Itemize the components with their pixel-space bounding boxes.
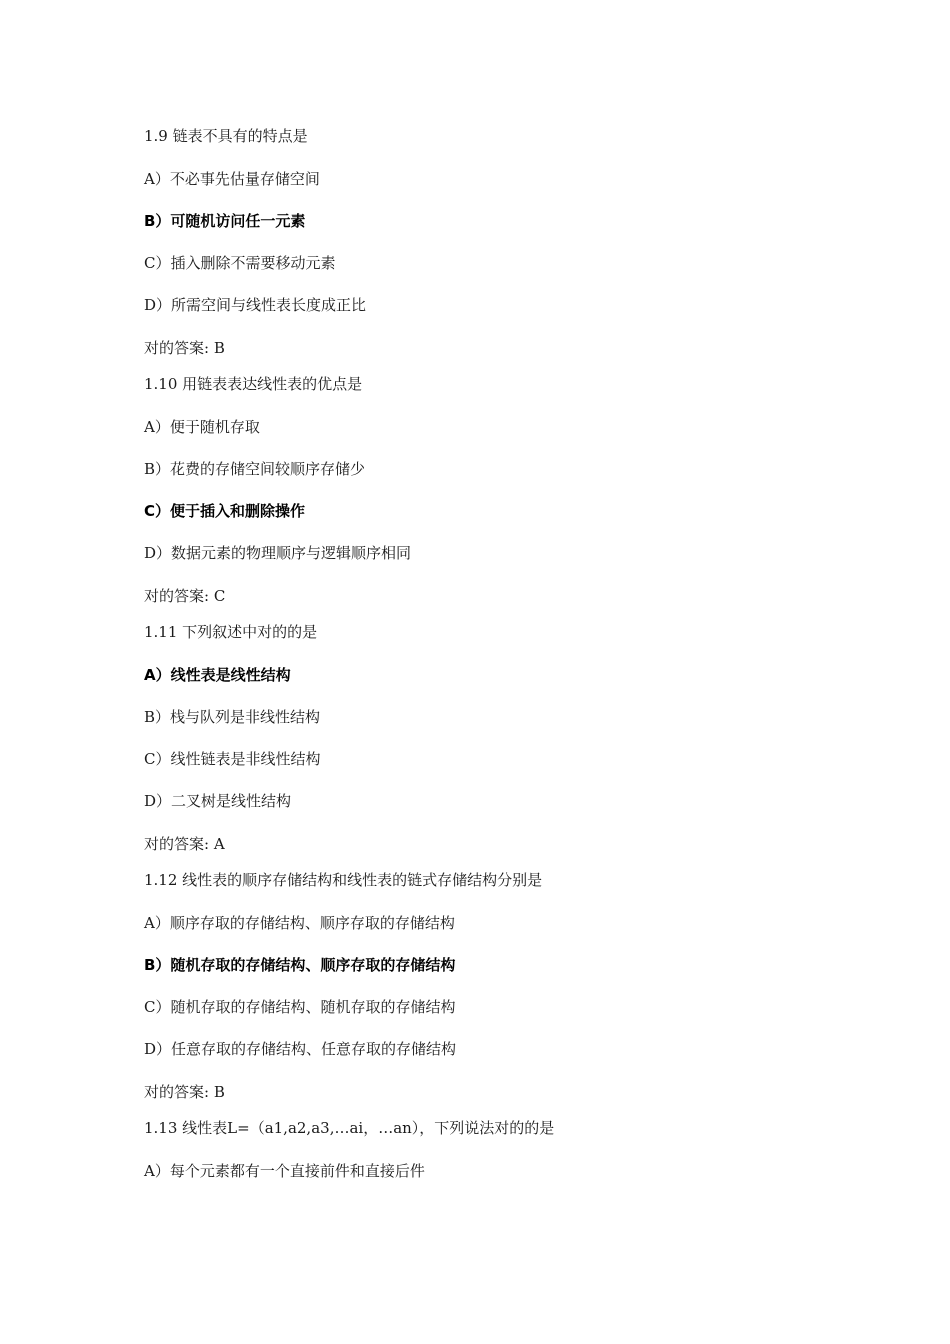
option-b: B）栈与队列是非线性结构 [144,708,321,726]
option-a: A）便于随机存取 [144,418,260,436]
option-a: A）每个元素都有一个直接前件和直接后件 [144,1162,425,1180]
question-title: 1.10 用链表表达线性表的优点是 [144,375,363,393]
answer-line: 对的答案: C [144,587,226,605]
question-title: 1.9 链表不具有的特点是 [144,127,308,145]
option-c: C）插入删除不需要移动元素 [144,254,336,272]
question-title: 1.12 线性表的顺序存储结构和线性表的链式存储结构分别是 [144,871,543,889]
option-b: B）花费的存储空间较顺序存储少 [144,460,366,478]
option-d: D）所需空间与线性表长度成正比 [144,296,367,314]
option-a-correct: A）线性表是线性结构 [144,666,291,684]
option-d: D）任意存取的存储结构、任意存取的存储结构 [144,1040,457,1058]
option-b-correct: B）随机存取的存储结构、顺序存取的存储结构 [144,956,456,974]
option-d: D）数据元素的物理顺序与逻辑顺序相同 [144,544,412,562]
option-a: A）顺序存取的存储结构、顺序存取的存储结构 [144,914,455,932]
answer-line: 对的答案: A [144,835,225,853]
answer-line: 对的答案: B [144,1083,225,1101]
option-b-correct: B）可随机访问任一元素 [144,212,306,230]
option-c: C）线性链表是非线性结构 [144,750,321,768]
option-a: A）不必事先估量存储空间 [144,170,320,188]
option-c: C）随机存取的存储结构、随机存取的存储结构 [144,998,456,1016]
answer-line: 对的答案: B [144,339,225,357]
question-title: 1.13 线性表L=（a1,a2,a3,…ai，…an），下列说法对的的是 [144,1119,555,1137]
option-c-correct: C）便于插入和删除操作 [144,502,306,520]
question-title: 1.11 下列叙述中对的的是 [144,623,318,641]
option-d: D）二叉树是线性结构 [144,792,292,810]
